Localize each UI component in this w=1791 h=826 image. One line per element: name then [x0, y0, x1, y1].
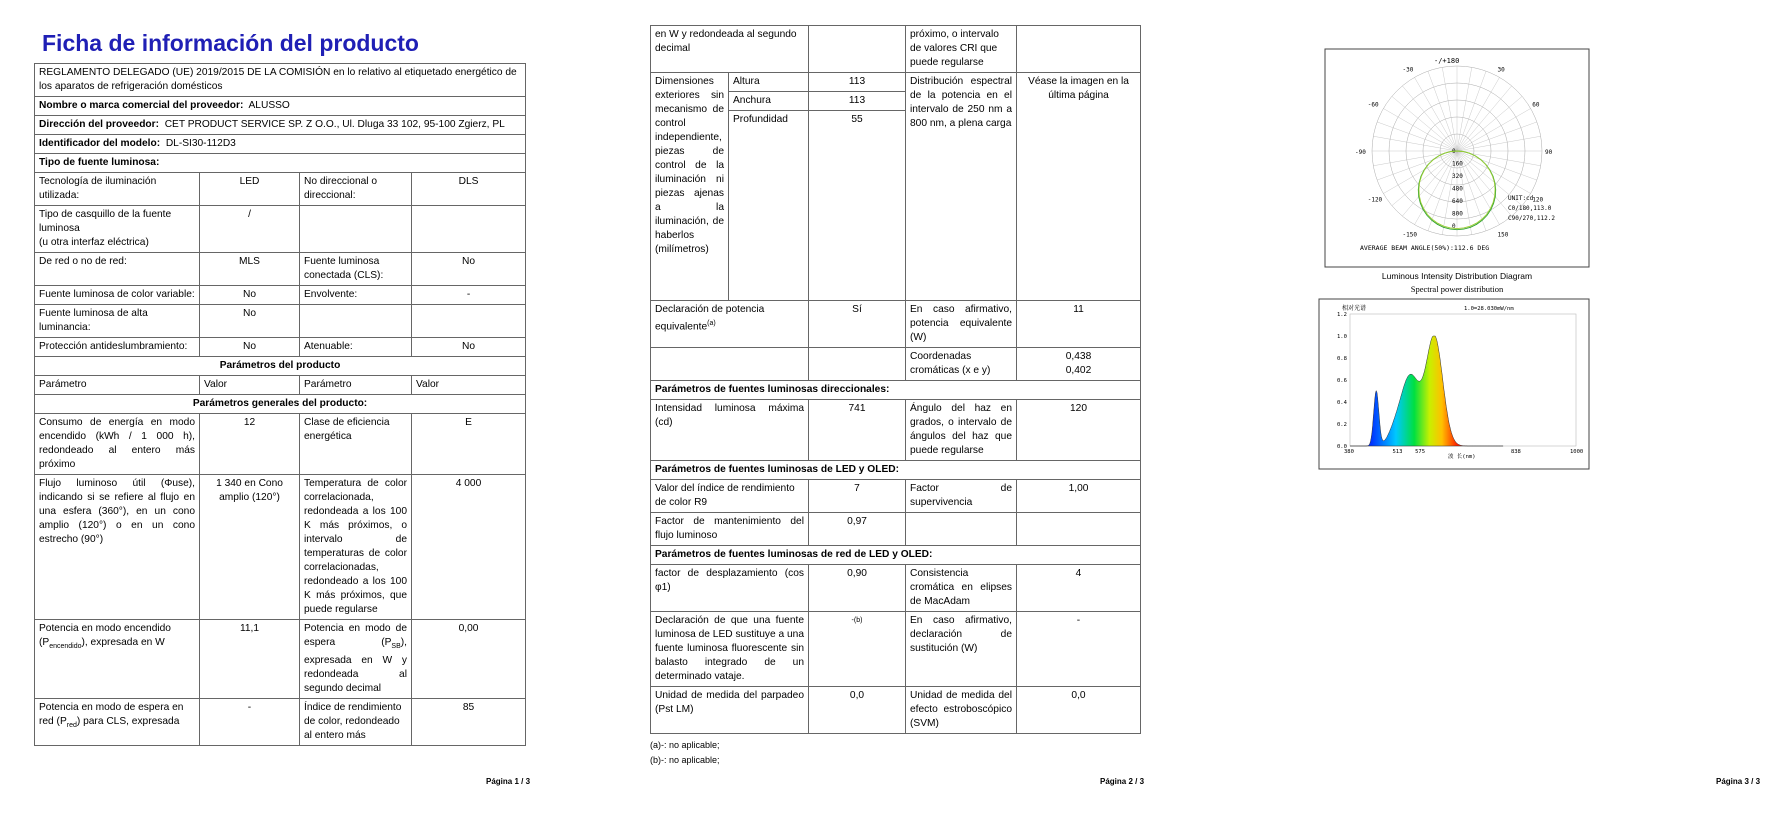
polar-angle-label: -150 — [1402, 231, 1417, 239]
page-number-3: Página 3 / 3 — [1716, 777, 1761, 786]
product-info-table — [34, 63, 526, 746]
general-params-header: Parámetros generales del producto: — [35, 395, 526, 414]
page-title: Ficha de información del producto — [42, 30, 419, 56]
table-row: Coordenadas cromáticas (x e y) 0,438 0,402 — [651, 348, 1141, 381]
table-row: De red o no de red: MLS Fuente luminosa conectada (CLS): No — [35, 253, 526, 286]
polar-radial-label: 480 — [1452, 185, 1463, 193]
spectrum-ytick: 0.8 — [1337, 356, 1347, 362]
polar-angle-label: -120 — [1367, 196, 1383, 204]
table-row: Flujo luminoso útil (Φuse), indicando si se refiere al flujo en una esfera (360°), en un cono amplio (120°) o en un cono estrecho (90°) 1 340 en Cono amplio (120°) Temperatura de color correlacionada, redondeada a los 100 K más próximos, o intervalo de temperaturas de color correlacionadas, redondeado a los 100 K más próximos, que puede regularse 4 000 — [35, 475, 526, 620]
spectrum-ylabel: 相对光谱 — [1342, 305, 1367, 312]
light-source-type-header: Tipo de fuente luminosa: — [35, 154, 526, 173]
page-number-1: Página 1 / 3 — [486, 777, 531, 786]
spectrum-xtick: 1000 — [1570, 449, 1584, 455]
polar-radial-label: 160 — [1452, 160, 1463, 168]
polar-c90: C90/270,112.2 — [1508, 215, 1555, 222]
table-row: Anchura 113 — [651, 92, 1141, 111]
footnote-b: (b)-: no aplicable; — [650, 755, 720, 765]
product-params-header: Parámetros del producto — [35, 357, 526, 376]
table-row: Factor de mantenimiento del flujo luminoso 0,97 — [651, 513, 1141, 546]
spectrum-ytick: 0.2 — [1337, 422, 1347, 428]
column-headers: Parámetro Valor Parámetro Valor — [35, 376, 526, 395]
page-1 — [34, 0, 525, 746]
spectrum-ytick: 1.0 — [1337, 334, 1347, 340]
spectrum-caption: Spectral power distribution — [1410, 284, 1504, 294]
spectrum-ytick: 0.0 — [1337, 444, 1347, 450]
table-row: Declaración de potencia equivalente$^{(a)}$ Sí En caso afirmativo, potencia equivalente (W) 11 — [651, 301, 1141, 348]
polar-radial-label: 0 — [1452, 223, 1456, 230]
address-row: Dirección del proveedor: CET PRODUCT SERVICE SP. Z O.O., Ul. Dluga 33 102, 95-100 Zgierz, PL — [35, 116, 526, 135]
polar-radial-label: 640 — [1452, 198, 1463, 205]
polar-angle-label: 90 — [1545, 149, 1553, 156]
polar-angle-label: -60 — [1367, 101, 1379, 109]
spectrum-ytick: 0.6 — [1337, 378, 1347, 384]
mains-led-header: Parámetros de fuentes luminosas de red de LED y OLED: — [651, 546, 1141, 565]
polar-angle-label: 30 — [1497, 66, 1505, 74]
table-row: Declaración de que una fuente luminosa de LED sustituye a una fuente luminosa fluorescente sin balasto integrado de un determinado vataje. -(b) En caso afirmativo, declaración de sustitución (W) - — [651, 612, 1141, 687]
spectral-distribution-chart — [1318, 298, 1590, 470]
table-row: Potencia en modo de espera en red $(P_{red})$ para CLS, expresada - Índice de rendimiento de color, redondeado al entero más 85 — [35, 699, 526, 746]
directional-header: Parámetros de fuentes luminosas direccionales: — [651, 381, 1141, 400]
polar-angle-label: 150 — [1497, 231, 1509, 239]
polar-angle-label: -90 — [1355, 149, 1366, 156]
supplier-row: Nombre o marca comercial del proveedor: ALUSSO — [35, 97, 526, 116]
polar-angle-label: 60 — [1532, 101, 1540, 109]
table-row: Intensidad luminosa máxima (cd) 741 Ángulo del haz en grados, o intervalo de ángulos del haz que puede regularse 120 — [651, 400, 1141, 461]
polar-angle-label: -30 — [1402, 66, 1414, 74]
polar-average-beam: AVERAGE BEAM ANGLE(50%):112.6 DEG — [1360, 244, 1490, 252]
table-row: Tecnología de iluminación utilizada: LED No direccional o direccional: DLS — [35, 173, 526, 206]
led-header: Parámetros de fuentes luminosas de LED y OLED: — [651, 461, 1141, 480]
polar-radial-label: 0 — [1452, 148, 1456, 155]
table-row: Fuente luminosa de alta luminancia: No — [35, 305, 526, 338]
product-info-table-continued — [650, 25, 1141, 734]
spectrum-xtick: 380 — [1344, 449, 1354, 455]
table-row: Profundidad 55 — [651, 111, 1141, 301]
regulation-text: REGLAMENTO DELEGADO (UE) 2019/2015 DE LA COMISIÓN en lo relativo al etiquetado energético de los aparatos de refrigeración domésticos — [35, 64, 526, 97]
table-row: Consumo de energía en modo encendido (kWh / 1 000 h), redondeado al entero más próximo 12 Clase de eficiencia energética E — [35, 414, 526, 475]
footnote-a: (a)-: no aplicable; — [650, 740, 720, 750]
polar-unit: UNIT:cd — [1508, 195, 1534, 202]
polar-radial-label: 320 — [1452, 173, 1463, 180]
page-2 — [650, 0, 1140, 768]
table-row: Unidad de medida del parpadeo (Pst LM) 0,0 Unidad de medida del efecto estroboscópico (SVM) 0,0 — [651, 687, 1141, 734]
spectrum-ytick: 0.4 — [1337, 400, 1347, 406]
table-row: en W y redondeada al segundo decimal próximo, o intervalo de valores CRI que puede regularse — [651, 26, 1141, 73]
table-row: Fuente luminosa de color variable: No Envolvente: - — [35, 286, 526, 305]
table-row: Potencia en modo encendido $(P_{encendido})$, expresada en W 11,1 Potencia en modo de espera $(P_{SB})$, expresada en W y redondeada al segundo decimal 0,00 — [35, 620, 526, 699]
polar-caption: Luminous Intensity Distribution Diagram — [1381, 271, 1533, 281]
table-row: Valor del índice de rendimiento de color R9 7 Factor de supervivencia 1,00 — [651, 480, 1141, 513]
polar-intensity-diagram — [1324, 48, 1590, 268]
table-row: Protección antideslumbramiento: No Atenuable: No — [35, 338, 526, 357]
polar-top-label: -/+180 — [1434, 57, 1460, 65]
spectrum-xtick: 513 — [1392, 449, 1403, 455]
spectrum-xlabel: 波 长(nm) — [1448, 454, 1476, 460]
page-number-2: Página 2 / 3 — [1100, 777, 1145, 786]
polar-c0: C0/180,113.0 — [1508, 205, 1552, 212]
footnotes — [650, 738, 1140, 768]
table-row: Dimensiones exteriores sin mecanismo de control independiente, piezas de control de la iluminación ni piezas ajenas a la iluminación, de haberlos (milímetros) Altura 113 Distribución espectral de la potencia en el intervalo de 250 nm a 800 nm, a plena carga Véase la imagen en la última página — [651, 73, 1141, 92]
table-row: factor de desplazamiento (cos φ1) 0,90 Consistencia cromática en elipses de MacAdam 4 — [651, 565, 1141, 612]
spectrum-xtick: 838 — [1510, 449, 1521, 455]
polar-angle-label: 120 — [1532, 196, 1544, 204]
spectrum-ytick: 1.2 — [1337, 312, 1347, 318]
spectrum-peak-note: 1.0=28.030mW/nm — [1464, 306, 1514, 312]
spectrum-xtick: 575 — [1415, 449, 1426, 455]
model-row: Identificador del modelo: DL-SI30-112D3 — [35, 135, 526, 154]
table-row: Tipo de casquillo de la fuente luminosa (u otra interfaz eléctrica) / — [35, 206, 526, 253]
polar-radial-label: 800 — [1452, 210, 1463, 218]
